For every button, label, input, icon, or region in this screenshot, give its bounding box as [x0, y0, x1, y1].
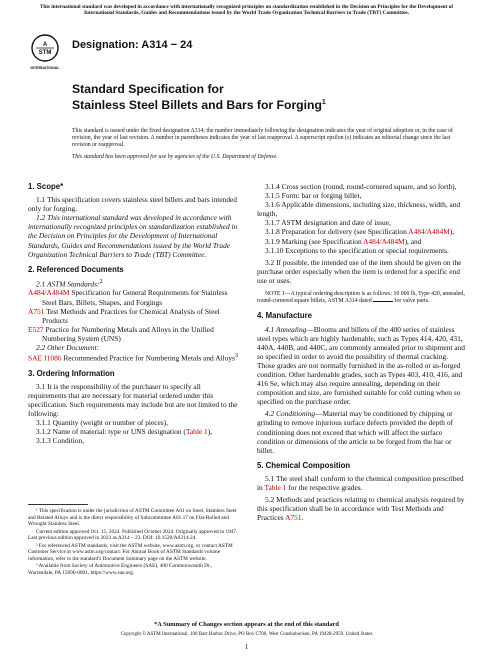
ref-e527-link[interactable]: E527: [28, 324, 44, 334]
footnote-2: ² For referenced ASTM standards, visit the ASTM website, www.astm.org, or contact ASTM Customer Service at www.astm.org/contact. For Annual Book of ASTM Standards volume information, refer to the standard's Document Summary page on the ASTM website.: [28, 542, 233, 562]
footnote-ref-3: 3: [234, 353, 238, 360]
ref-a484-title: Specification for General Requirements for Stainless Steel Bars, Billets, Shapes, and Forgings: [42, 288, 228, 307]
section-1-heading: 1. Scope*: [28, 182, 64, 191]
para-1-1: 1.1 This specification covers stainless steel billets and bars intended only for forging.: [28, 195, 238, 214]
ref-e527-title: Practice for Numbering Metals and Alloys in the Unified Numbering System (UNS): [42, 324, 214, 343]
note-1-text: NOTE 1—A typical ordering description is as follows: 10 000 lb, Type 420, annealed, round-cornered square billets, ASTM A314 dated: [257, 291, 465, 305]
reference-item: [28, 325, 238, 343]
astm-logo-icon: [30, 33, 60, 73]
para-3-1-6: 3.1.6 Applicable dimensions, including size, thickness, width, and length,: [257, 200, 461, 219]
ref-sae-j1086-title: Recommended Practice for Numbering Metals and Alloys: [61, 353, 235, 363]
para-5-2-end: .: [301, 513, 304, 523]
ref-a751-title: Test Methods and Practices for Chemical Analysis of Steel Products: [42, 306, 220, 325]
annealing-lead: 4.1 Annealing: [265, 324, 307, 334]
ref-a751-link[interactable]: A751: [28, 306, 45, 316]
table-1-link[interactable]: Table 1: [185, 427, 208, 437]
para-3-1-2-end: ),: [207, 427, 213, 437]
para-2-1: 2.1 ASTM Standards:: [36, 279, 100, 289]
a751-link[interactable]: A751: [285, 513, 302, 523]
para-3-1: 3.1 It is the responsibility of the purchaser to specify all requirements that are necessary for material ordered under this specification. Such requirements may include but are not limited to the following:: [28, 381, 238, 418]
reference-item: [28, 352, 238, 363]
para-5-1-end: for the respective grades.: [286, 483, 363, 493]
footnote-1-edition: Current edition approved Oct. 15, 2024. Published October 2024. Originally approved in 1947. Last previous edition approved in 2023 as A314 – 23. DOI: 10.1520/A0314-24.: [28, 528, 238, 541]
page-title: [72, 82, 326, 112]
para-5-1: 5.1 The steel shall conform to the chemical composition prescribed in: [257, 473, 464, 493]
summary-of-changes-note: *A Summary of Changes section appears at the end of this standard: [154, 621, 339, 628]
ref-sae-j1086-link[interactable]: SAE J1086: [28, 353, 62, 363]
note-1-end: for valve parts.: [393, 298, 430, 305]
para-3-1-8-end: ),: [449, 227, 455, 237]
para-3-2: 3.2 If possible, the intended use of the item should be given on the purchase order especially when the item is ordered for a specific end use or uses.: [257, 257, 462, 285]
dod-approval-note: This standard has been approved for use by agencies of the U.S. Department of Defense.: [72, 153, 278, 160]
intro-paragraph: This standard is issued under the fixed designation A314; the number immediately following the designation indicates the year of original adoption or, in the case of revision, the year of last revision. A number in parentheses indicates the year of last reapproval. A superscript epsilon (ε) indicates an editorial change since the last revision or reapproval.: [72, 128, 453, 149]
a484-link[interactable]: A484/A484M: [408, 227, 450, 237]
header-note: This international standard was developed in accordance with internationally recognized principles on standardization established in the Decision on Principles for the Development of International Standards, Guides and Recommendations issued by the World Trade Organization Technical Barriers to Trade (TBT) Committee.: [39, 4, 454, 17]
footnote-1: ¹ This specification is under the jurisdiction of ASTM Committee A01 on Steel, Stainless Steel and Related Alloys and is the direct responsibility of Subcommittee A01.17 on Flat-Rolled and Wrought Stainless Steel.: [28, 508, 237, 527]
svg-text:A: A: [42, 42, 48, 48]
logo-text: INTERNATIONAL: [30, 66, 60, 70]
para-3-1-10: 3.1.10 Exceptions to the specification or special requirements.: [265, 245, 449, 255]
section-4-heading: 4. Manufacture: [257, 311, 313, 321]
para-4-2: —Material may be conditioned by chipping or grinding to remove injurious surface defects provided the depth of conditioning does not exceed that which will affect the surface condition or dimensions of the article to be forged from the bar or billet.: [257, 409, 453, 455]
title-line-2: Stainless Steel Billets and Bars for Forging: [72, 98, 322, 113]
para-2-2: 2.2 Other Document:: [36, 342, 100, 352]
section-3-heading: 3. Ordering Information: [28, 368, 115, 378]
para-3-1-4: 3.1.4 Cross section (round, round-cornered square, and so forth),: [265, 182, 457, 191]
svg-text:STM: STM: [38, 50, 52, 56]
para-3-1-9-end: ), and: [404, 236, 422, 246]
title-line-1: Standard Specification for: [72, 82, 224, 96]
table-1-link[interactable]: Table 1: [264, 483, 287, 493]
section-2-heading: 2. Referenced Documents: [28, 264, 124, 274]
para-3-1-3: 3.1.3 Condition,: [36, 436, 85, 446]
ref-a484-link[interactable]: A484/A484M: [28, 288, 70, 298]
right-column: [257, 176, 467, 522]
note-1: [257, 291, 467, 305]
a484-link[interactable]: A484/A484M: [363, 236, 405, 246]
section-5-heading: 5. Chemical Composition: [257, 460, 351, 470]
para-5-2: 5.2 Methods and practices relating to chemical analysis required by this specification shall be in accordance with Test Methods and Practices: [257, 495, 465, 523]
footnote-divider: [28, 504, 88, 505]
para-4-1: —Blooms and billets of the 400 series of stainless steel types which are highly hardenable, such as Types 414, 420, 431, 440A, 440B, and 440C, are commonly annealed prior to shipment and so specified in order to avoid the possibility of thermal cracking. Those grades are not normally furnished in the as-rolled or as-forged condition. Other hardenable grades, such as Types 403, 410, 416, and 416 Se, which may also require annealing, depending on their composition and size, are furnished suitable for cold cutting when so specified on the purchase order.: [257, 324, 465, 407]
reference-item: [28, 307, 238, 325]
conditioning-lead: 4.2 Conditioning: [265, 409, 316, 419]
para-3-1-5: 3.1.5 Form: bar or forging billet,: [265, 191, 362, 201]
page-number: 1: [244, 643, 249, 651]
para-3-1-9: 3.1.9 Marking (see Specification: [265, 236, 364, 246]
copyright-footer: Copyright © ASTM International, 100 Barr Harbor Drive, PO Box C700, West Conshohocken, PA 19428-2959. United States: [120, 632, 373, 637]
intro-block: [72, 128, 467, 165]
para-3-1-8: 3.1.8 Preparation for delivery (see Specification: [265, 227, 409, 237]
date-blank: [373, 301, 393, 302]
footnote-ref-2: 2: [99, 278, 103, 285]
footnotes: [28, 508, 238, 577]
designation: Designation: A314 − 24: [72, 39, 193, 51]
para-3-1-1: 3.1.1 Quantity (weight or number of pieces),: [36, 418, 168, 428]
para-3-1-2: 3.1.2 Name of material: type or UNS designation (: [36, 427, 186, 437]
reference-item: [28, 288, 238, 306]
para-1-2: 1.2 This international standard was developed in accordance with internationally recognized principles on standardization established in the Decision on Principles for the Development of International Standards, Guides and Recommendations issued by the World Trade Organization Technical Barriers to Trade (TBT) Committee.: [28, 213, 238, 259]
title-footnote-ref: 1: [321, 99, 326, 106]
para-3-1-7: 3.1.7 ASTM designation and date of issue,: [265, 218, 391, 228]
left-column: [28, 176, 238, 445]
footnote-3: ³ Available from Society of Automotive Engineers (SAE), 400 Commonwealth Dr., Warrendale, PA 15096-0001, https://www.sae.org.: [28, 563, 213, 576]
